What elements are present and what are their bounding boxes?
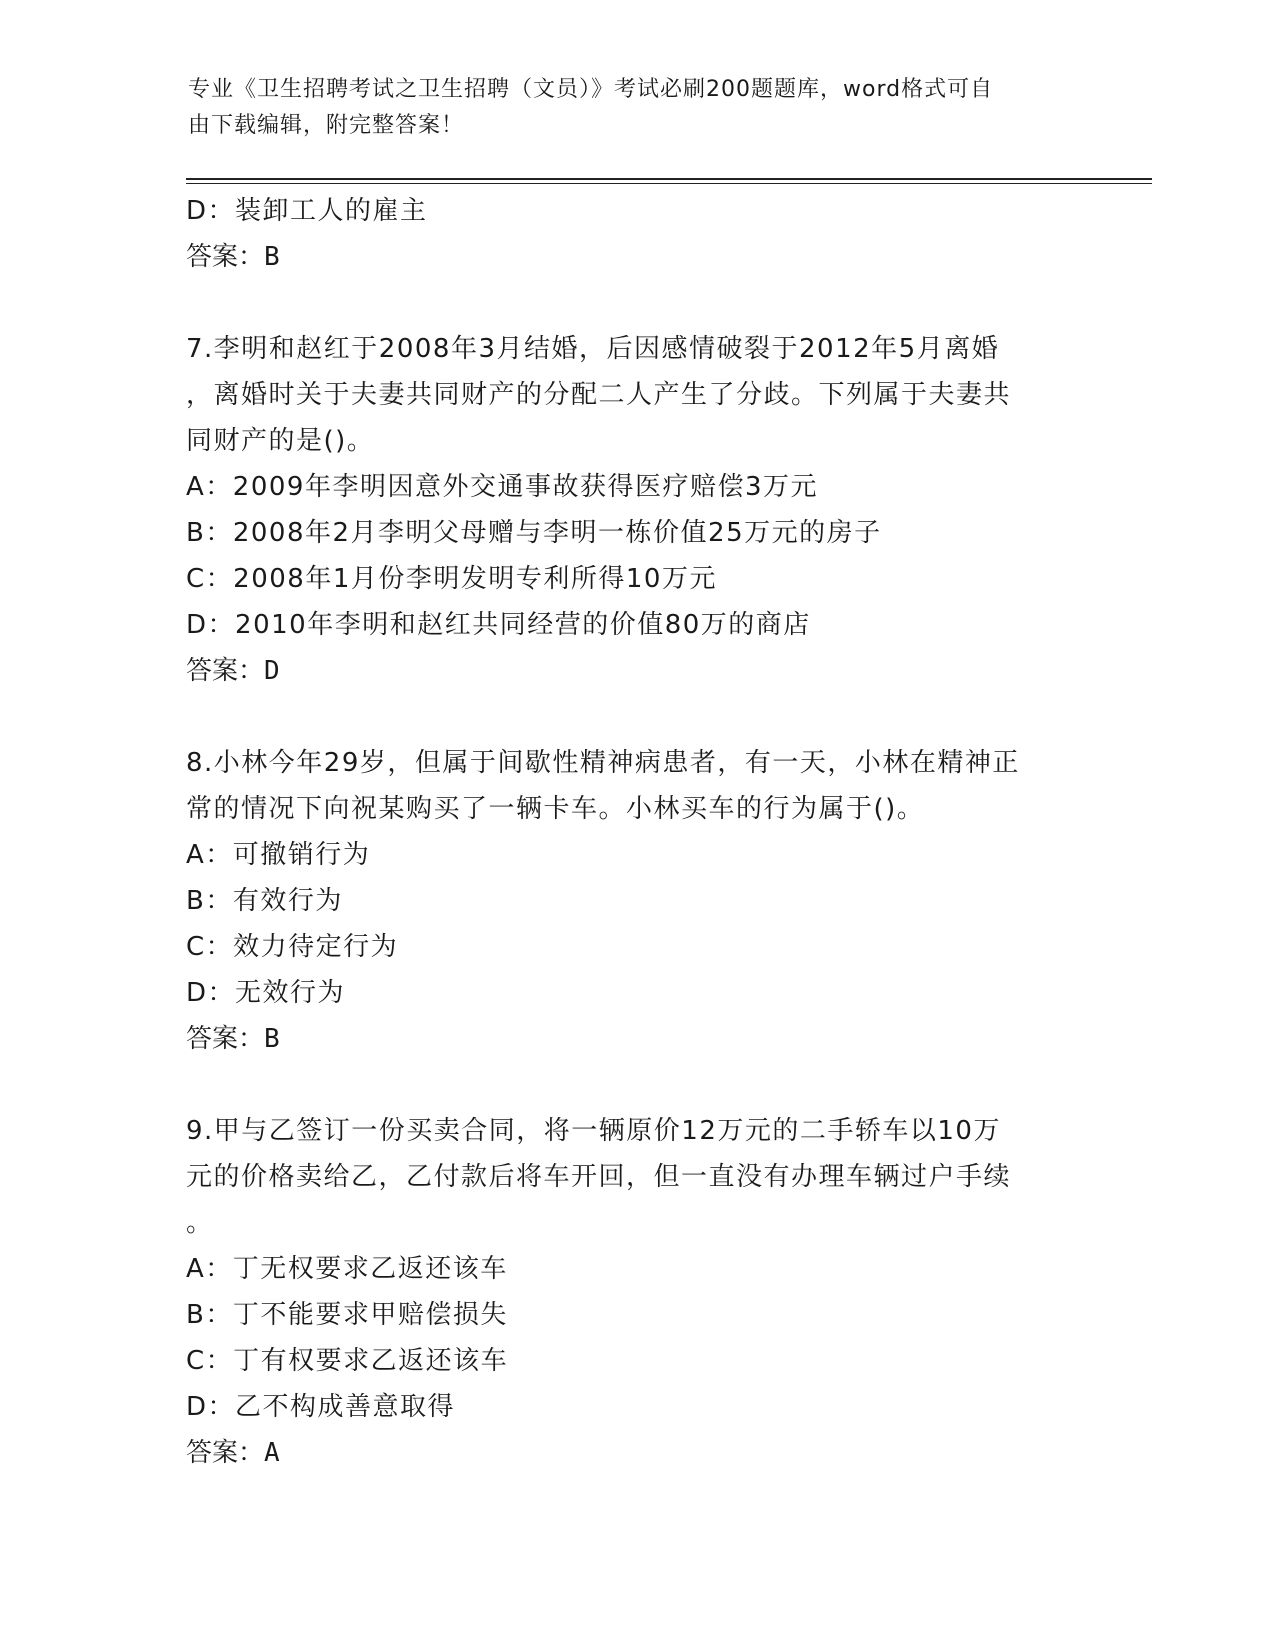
spacer: [186, 1062, 1086, 1108]
answer: 答案：D: [186, 656, 280, 686]
option-d: D：2010年李明和赵红共同经营的价值80万的商店: [186, 610, 811, 640]
option-c: C：2008年1月份李明发明专利所得10万元: [186, 564, 717, 594]
header-divider-thick: [186, 178, 1152, 180]
question-stem-line: 8.小林今年29岁，但属于间歇性精神病患者，有一天，小林在精神正: [186, 748, 1020, 778]
option-b: B：有效行为: [186, 886, 343, 916]
option-c: C：丁有权要求乙返还该车: [186, 1346, 509, 1376]
question-stem-line: 同财产的是()。: [186, 426, 375, 456]
option-b: B：丁不能要求甲赔偿损失: [186, 1300, 508, 1330]
option-a: A：2009年李明因意外交通事故获得医疗赔偿3万元: [186, 472, 818, 502]
option-c: C：效力待定行为: [186, 932, 399, 962]
option-d: D：无效行为: [186, 978, 346, 1008]
question-stem-line: ，离婚时关于夫妻共同财产的分配二人产生了分歧。下列属于夫妻共: [186, 380, 1012, 410]
question-stem-line: 常的情况下向祝某购买了一辆卡车。小林买车的行为属于()。: [186, 794, 925, 824]
answer: 答案：B: [186, 1024, 280, 1054]
spacer: [186, 280, 1086, 326]
header-divider-thin: [186, 183, 1152, 184]
answer: 答案：A: [186, 1438, 280, 1468]
question-stem-line: 元的价格卖给乙，乙付款后将车开回，但一直没有办理车辆过户手续: [186, 1162, 1012, 1192]
option-a: A：丁无权要求乙返还该车: [186, 1254, 508, 1284]
question-8: [186, 740, 1086, 1062]
question-9: [186, 1108, 1086, 1476]
option-b: B：2008年2月李明父母赠与李明一栋价值25万元的房子: [186, 518, 882, 548]
header-line-1: 专业《卫生招聘考试之卫生招聘（文员）》考试必刷200题题库，word格式可自: [188, 77, 994, 102]
option-a: A：可撤销行为: [186, 840, 371, 870]
question-stem-line: 7.李明和赵红于2008年3月结婚，后因感情破裂于2012年5月离婚: [186, 334, 1000, 364]
page-header: [188, 72, 1068, 144]
question-stem-line: 。: [186, 1208, 214, 1238]
question-content: [186, 188, 1086, 1476]
option-d: D：乙不构成善意取得: [186, 1392, 456, 1422]
prev-option-d: D：装卸工人的雇主: [186, 196, 428, 226]
question-7: [186, 326, 1086, 694]
question-stem-line: 9.甲与乙签订一份买卖合同，将一辆原价12万元的二手轿车以10万: [186, 1116, 1001, 1146]
header-line-2: 由下载编辑，附完整答案！: [188, 113, 465, 138]
spacer: [186, 694, 1086, 740]
prev-answer: 答案：B: [186, 242, 280, 272]
